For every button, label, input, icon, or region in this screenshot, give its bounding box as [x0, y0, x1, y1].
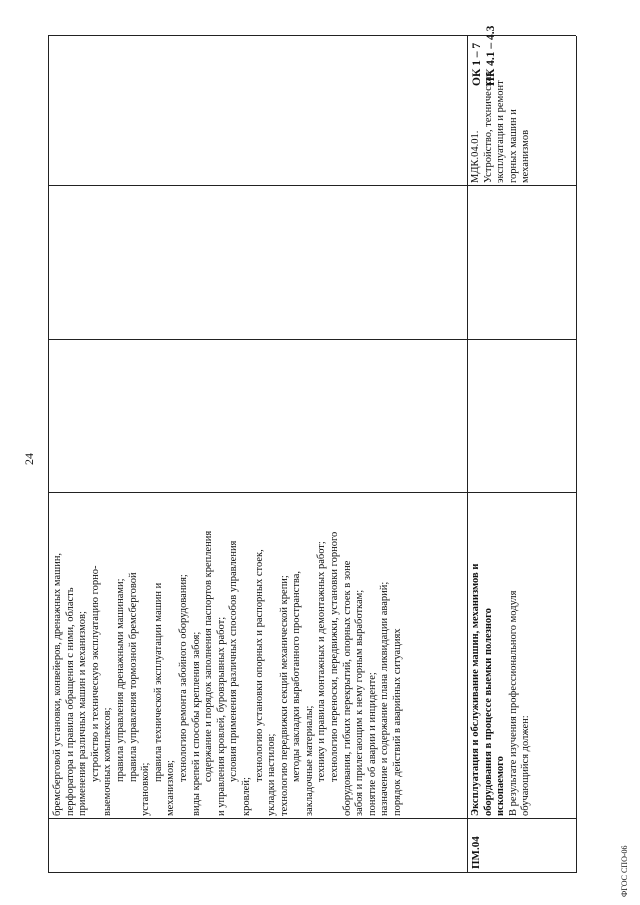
knowledge-list-line: бремсберговой установки, конвейеров, дренажных машин, [52, 552, 63, 816]
module-title-line: оборудования в процессе выемки полезного [482, 608, 494, 816]
knowledge-list-line: условия применения различных способов управления [228, 540, 240, 782]
mdk-code: МДК.04.01. [470, 130, 481, 183]
knowledge-list-continuation [52, 531, 405, 816]
mdk-cell [470, 72, 533, 183]
mdk-title-line: эксплуатация и ремонт [495, 80, 507, 183]
module-index: ПМ.04 [470, 836, 482, 869]
knowledge-list-line: понятие об аварии и инциденте; [366, 672, 378, 816]
module-title-line: Эксплуатация и обслуживание машин, механизмов и [470, 563, 481, 816]
footer-label: ФГОС СПО-06 [620, 845, 629, 897]
competency-ok: ОК 1 – 7 [471, 42, 483, 86]
knowledge-list-line: закладочные материалы; [303, 705, 315, 816]
mdk-title-line: Устройство, техническая [482, 71, 494, 183]
knowledge-list-line: кровлей; [240, 777, 252, 816]
knowledge-list-line: применения различных машин и механизмов; [77, 611, 89, 816]
knowledge-list-line: выемочных комплексов; [102, 707, 114, 816]
table-row-separator [467, 36, 468, 873]
knowledge-list-line: и управления кровлей, буровзрывных работ; [215, 616, 227, 816]
knowledge-list-line: технику и правила монтажных и демонтажных работ; [316, 541, 328, 782]
knowledge-list-line: оборудования, гибких перекрытий, опорных стоек в зоне [341, 560, 353, 816]
knowledge-list-line: технологию установки опорных и распорных стоек, [253, 549, 265, 782]
module-intro-line: обучающийся должен: [520, 715, 532, 816]
competency-pk: ПК 4.1 – 4.3 [485, 25, 497, 86]
module-intro-line: В результате изучения профессионального модуля [507, 590, 519, 816]
knowledge-list-line: правила управления дренажными машинами; [114, 578, 126, 782]
module-description [470, 564, 533, 816]
knowledge-list-line: назначение и содержание плана ликвидации аварий; [379, 581, 391, 816]
knowledge-list-line: содержание и порядок заполнения паспортов крепления [203, 530, 215, 782]
table-border-left [48, 872, 576, 873]
knowledge-list-line: перфоратора и правила обращения с ними, область [64, 587, 76, 816]
knowledge-list-line: технологию ремонта забойного оборудования; [177, 574, 189, 782]
table-border-top [48, 36, 49, 873]
table-column-separator [48, 492, 576, 493]
knowledge-list-line: технологию переноски, передвижки, установки горного [329, 531, 341, 782]
table-border-bottom [576, 36, 577, 873]
knowledge-list-line: устройство и техническую эксплуатацию горно- [89, 565, 101, 782]
mdk-title-line: горных машин и [507, 109, 519, 183]
knowledge-list-line: забоя и прилегающим к нему горным выработкам; [354, 589, 366, 816]
knowledge-list-line: технологию передвижки секций механической крепи; [278, 575, 290, 816]
knowledge-list-line: виды крепей и способы крепления забоя; [190, 631, 202, 816]
table-column-separator [48, 818, 576, 819]
competency-cell [470, 26, 498, 86]
knowledge-list-line: правила управления тормозной бремсберговой [127, 572, 139, 782]
mdk-title-line: механизмов [520, 129, 532, 183]
knowledge-list-line: установкой; [140, 762, 152, 816]
knowledge-list-line: порядок действий в аварийных ситуациях [392, 628, 404, 816]
page-number: 24 [22, 453, 36, 465]
knowledge-list-line: механизмов; [165, 760, 177, 816]
module-title-line: ископаемого [495, 756, 507, 816]
knowledge-list-line: укладки настилов; [266, 733, 278, 816]
knowledge-list-line: методы закладки выработанного пространства, [291, 570, 303, 782]
table-column-separator [48, 185, 576, 186]
knowledge-list-line: правила технической эксплуатации машин и [152, 582, 164, 782]
table-column-separator [48, 339, 576, 340]
